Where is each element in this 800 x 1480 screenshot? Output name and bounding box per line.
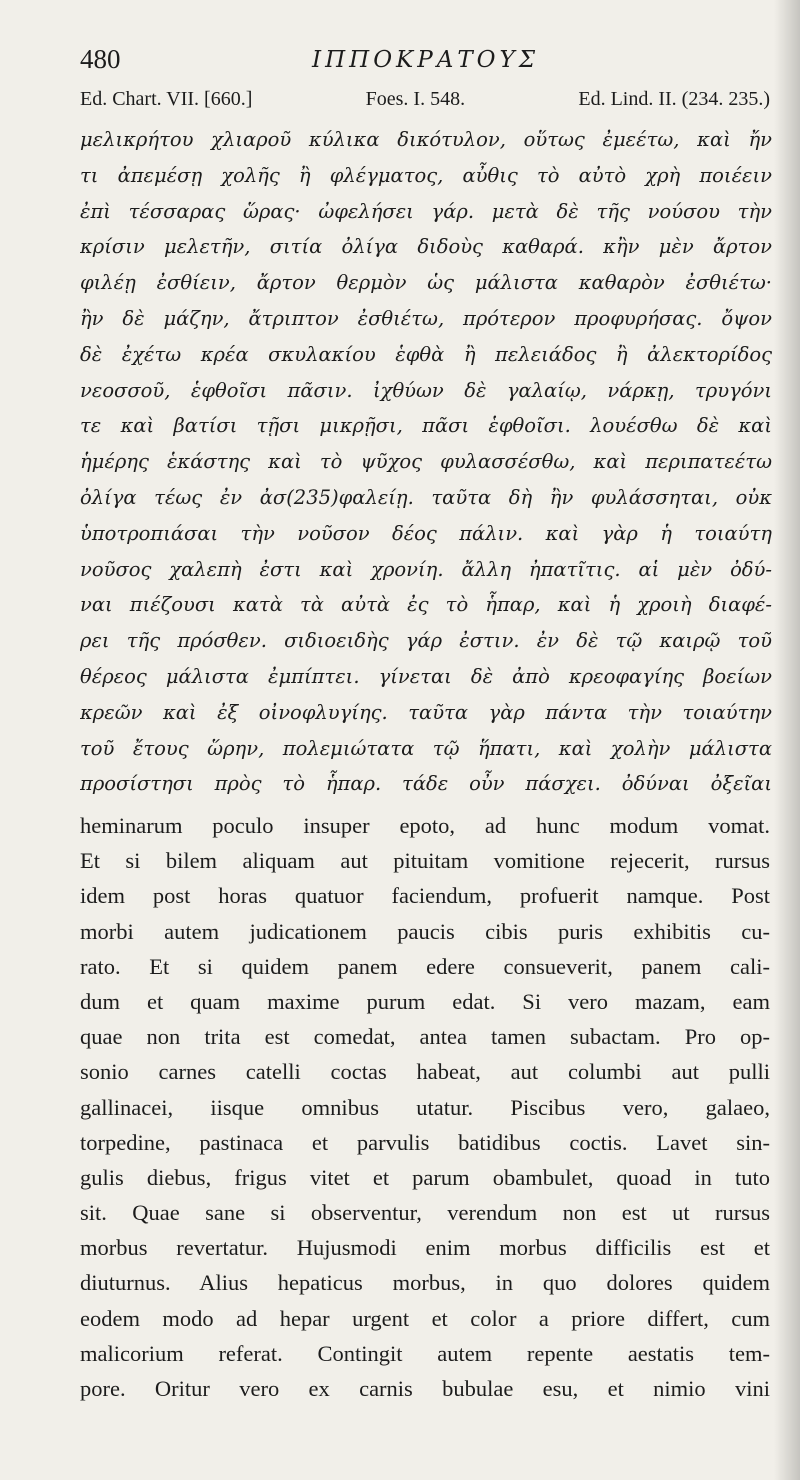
- page-edge-shadow: [774, 0, 800, 1480]
- latin-text-line: rato. Et si quidem panem edere consueverit, panem cali-: [80, 953, 770, 979]
- greek-text-line: προσίστησι πρὸς τὸ ἧπαρ. τάδε οὖν πάσχει. ὀδύναι ὀξεῖαι: [80, 772, 772, 796]
- greek-text-line: ρει τῆς πρόσθεν. σιδιοειδὴς γάρ ἐστιν. ἐν δὲ τῷ καιρῷ τοῦ: [80, 629, 772, 653]
- greek-text-line: νοῦσος χαλεπὴ ἐστι καὶ χρονίη. ἄλλη ἠπατῖτις. αἱ μὲν ὀδύ-: [80, 557, 772, 581]
- greek-text-line: μελικρήτου χλιαροῦ κύλικα δικότυλον, οὕτως ἐμεέτω, καὶ ἤν: [80, 128, 772, 151]
- edition-ref-chartier: Ed. Chart. VII. [660.]: [80, 88, 253, 110]
- edition-ref-foes: Foes. I. 548.: [365, 88, 466, 110]
- latin-text-line: morbi autem judicationem paucis cibis puris exhibitis cu-: [80, 918, 770, 944]
- greek-text: [80, 122, 772, 802]
- greek-text-line: νεοσσοῦ, ἑφθοῖσι πᾶσιν. ἰχθύων δὲ γαλαίῳ, νάρκῃ, τρυγόνι: [80, 378, 772, 402]
- greek-text-line: τι ἀπεμέσῃ χολῆς ἢ φλέγματος, αὖθις τὸ αὐτὸ χρὴ ποιέειν: [80, 163, 772, 187]
- greek-text-line: κρεῶν καὶ ἐξ οἰνοφλυγίης. ταῦτα γὰρ πάντα τὴν τοιαύτην: [80, 700, 772, 724]
- latin-text-line: torpedine, pastinaca et parvulis batidibus coctis. Lavet sin-: [80, 1129, 770, 1155]
- latin-text-line: gallinacei, iisque omnibus utatur. Piscibus vero, galaeo,: [80, 1094, 770, 1120]
- greek-text-line: ὑποτροπιάσαι τὴν νοῦσον δέος πάλιν. καὶ γὰρ ἡ τοιαύτη: [80, 521, 772, 545]
- latin-text-line: malicorium referat. Contingit autem repente aestatis tem-: [80, 1340, 770, 1366]
- latin-text-line: dum et quam maxime purum edat. Si vero mazam, eam: [80, 988, 770, 1014]
- latin-text-line: diuturnus. Alius hepaticus morbus, in quo dolores quidem: [80, 1270, 770, 1296]
- greek-text-line: δὲ ἐχέτω κρέα σκυλακίου ἑφθὰ ἢ πελειάδος ἢ ἀλεκτορίδος: [80, 342, 772, 366]
- latin-text-line: Et si bilem aliquam aut pituitam vomitione rejecerit, rursus: [80, 848, 770, 874]
- latin-text-line: morbus revertatur. Hujusmodi enim morbus difficilis est et: [80, 1235, 770, 1261]
- latin-text-line: eodem modo ad hepar urgent et color a priore differt, cum: [80, 1305, 770, 1331]
- latin-text-line: pore. Oritur vero ex carnis bubulae esu, et nimio vini: [80, 1376, 770, 1401]
- page-header: [80, 44, 770, 84]
- greek-text-line: φιλέῃ ἐσθίειν, ἄρτον θερμὸν ὡς μάλιστα καθαρὸν ἐσθιέτω·: [80, 271, 772, 295]
- running-title: ΙΠΠΟΚΡΑΤΟΥΣ: [312, 47, 539, 73]
- greek-text-line: ἐπὶ τέσσαρας ὥρας· ὠφελήσει γάρ. μετὰ δὲ τῆς νούσου τὴν: [80, 199, 772, 223]
- greek-text-line: τοῦ ἔτους ὥρην, πολεμιώτατα τῷ ἥπατι, καὶ χολὴν μάλιστα: [80, 736, 772, 760]
- greek-text-line: ἡμέρης ἑκάστης καὶ τὸ ψῦχος φυλασσέσθω, καὶ περιπατεέτω: [80, 450, 772, 474]
- latin-text-line: idem post horas quatuor faciendum, profuerit namque. Post: [80, 883, 770, 909]
- greek-text-line: ἢν δὲ μάζην, ἄτριπτον ἐσθιέτω, πρότερον προφυρήσας. ὄψον: [80, 306, 772, 330]
- latin-text-line: sonio carnes catelli coctas habeat, aut columbi aut pulli: [80, 1059, 770, 1085]
- greek-text-line: ναι πιέζουσι κατὰ τὰ αὐτὰ ἐς τὸ ἧπαρ, καὶ ἡ χροιὴ διαφέ-: [80, 593, 772, 617]
- latin-translation: [80, 808, 770, 1406]
- latin-text-line: sit. Quae sane si observentur, verendum non est ut rursus: [80, 1200, 770, 1226]
- page-number: 480: [80, 44, 121, 74]
- latin-text-line: heminarum poculo insuper epoto, ad hunc modum vomat.: [80, 813, 770, 838]
- greek-text-line: τε καὶ βατίσι τῇσι μικρῇσι, πᾶσι ἑφθοῖσι. λουέσθω δὲ καὶ: [80, 414, 772, 438]
- greek-text-line: κρίσιν μελετῆν, σιτία ὀλίγα διδοὺς καθαρά. κἢν μὲν ἄρτον: [80, 235, 772, 259]
- greek-text-line: ὀλίγα τέως ἐν ἀσ(235)φαλείῃ. ταῦτα δὴ ἢν φυλάσσηται, οὐκ: [80, 485, 772, 509]
- edition-references: [80, 88, 770, 111]
- edition-ref-linden: Ed. Lind. II. (234. 235.): [578, 88, 770, 110]
- latin-text-line: gulis diebus, frigus vitet et parum obambulet, quoad in tuto: [80, 1164, 770, 1190]
- greek-text-line: θέρεος μάλιστα ἐμπίπτει. γίνεται δὲ ἀπὸ κρεοφαγίης βοείων: [80, 664, 772, 688]
- latin-text-line: quae non trita est comedat, antea tamen subactam. Pro op-: [80, 1024, 770, 1050]
